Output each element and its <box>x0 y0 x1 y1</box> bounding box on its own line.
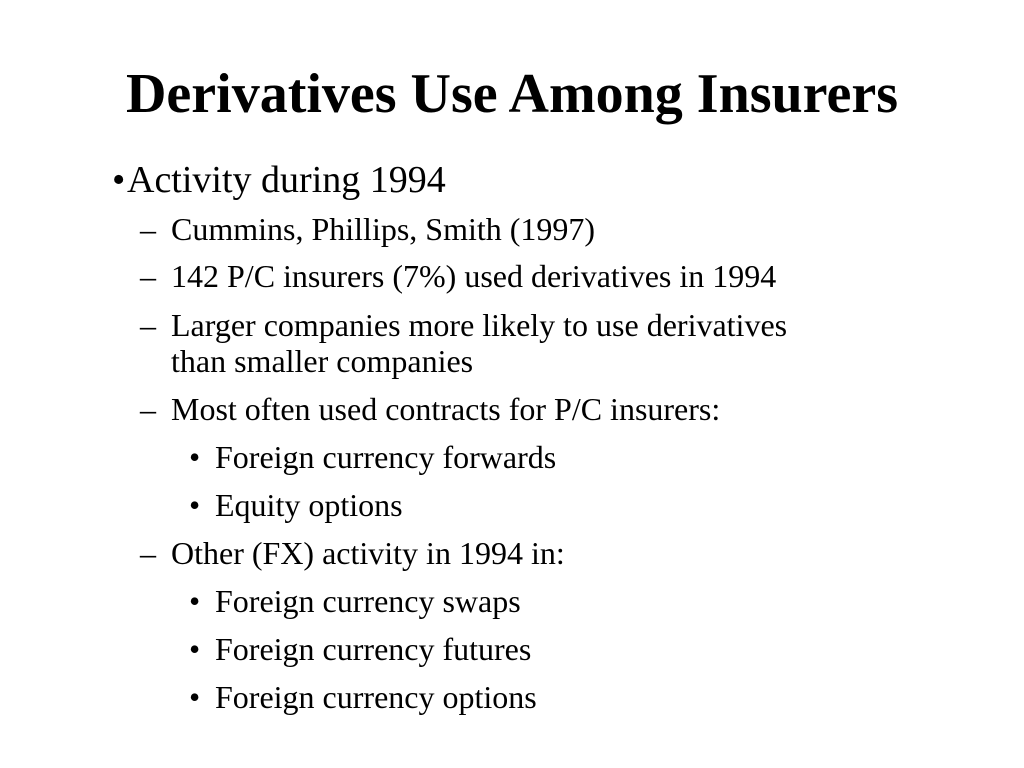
bullet-marker: • <box>112 159 126 201</box>
sub-item-larger-companies: Larger companies more likely to use derivatives <box>171 307 788 343</box>
bullet-activity-1994: Activity during 1994 <box>127 159 446 201</box>
sub-bullet-marker: • <box>189 439 201 475</box>
sub-bullet-marker: • <box>189 583 201 619</box>
sub-sub-item-fx-options: Foreign currency options <box>215 679 537 715</box>
sub-item-larger-companies-cont: than smaller companies <box>171 343 474 379</box>
sub-bullet-marker: • <box>189 631 201 667</box>
sub-sub-item-fx-swaps: Foreign currency swaps <box>215 583 521 619</box>
dash-marker: – <box>140 391 156 427</box>
sub-sub-item-equity-options: Equity options <box>215 487 403 523</box>
sub-sub-item-fx-futures: Foreign currency futures <box>215 631 532 667</box>
sub-bullet-marker: • <box>189 679 201 715</box>
dash-marker: – <box>140 258 156 294</box>
sub-item-other-fx: Other (FX) activity in 1994 in: <box>171 535 565 571</box>
sub-sub-item-fx-forwards: Foreign currency forwards <box>215 439 557 475</box>
slide-title: Derivatives Use Among Insurers <box>125 63 899 125</box>
dash-marker: – <box>140 535 156 571</box>
sub-item-pc-insurers: 142 P/C insurers (7%) used derivatives in 1994 <box>171 258 777 294</box>
sub-bullet-marker: • <box>189 487 201 523</box>
dash-marker: – <box>140 307 156 343</box>
sub-item-citation: Cummins, Phillips, Smith (1997) <box>171 211 596 247</box>
dash-marker: – <box>140 211 156 247</box>
sub-item-most-used-contracts: Most often used contracts for P/C insurers: <box>171 391 721 427</box>
